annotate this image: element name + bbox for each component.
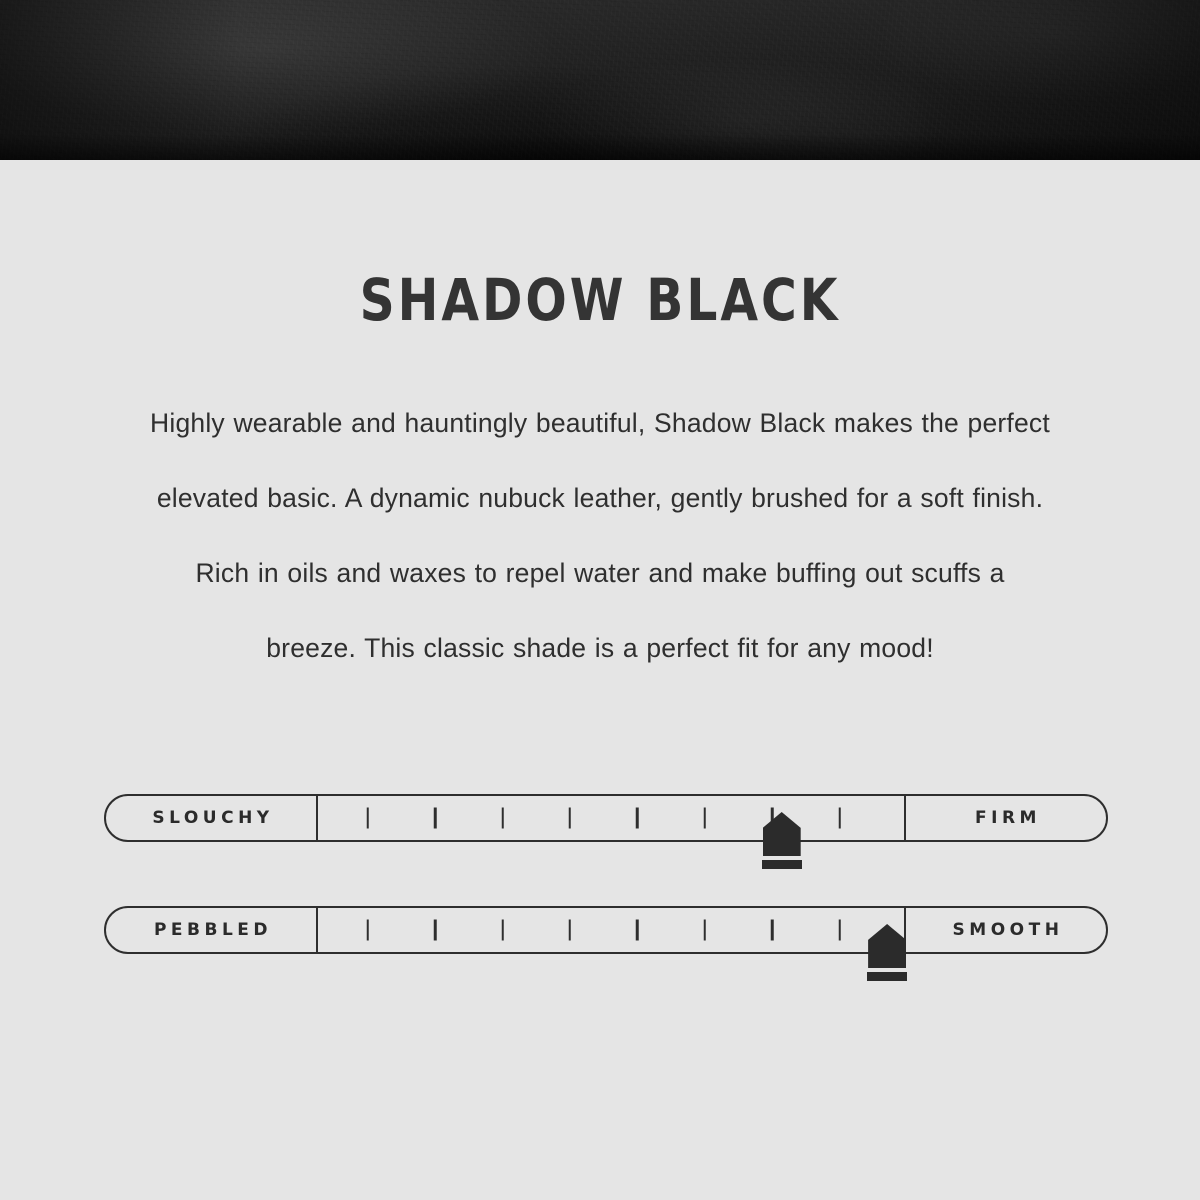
marker-bar-icon [762, 860, 802, 869]
marker-bar-icon [867, 972, 907, 981]
slider-structure-track[interactable] [318, 796, 904, 840]
leather-swatch-banner [0, 0, 1200, 160]
slider-structure-right-label: FIRM [904, 796, 1106, 840]
slider-texture-left-label: PEBBLED [106, 908, 318, 952]
page-title: SHADOW BLACK [359, 266, 841, 334]
description-text: Highly wearable and hauntingly beautiful, Shadow Black makes the perfect elevated basic. A dynamic nubuck leather, gently brushed for a soft finish. Rich in oils and waxes to repel water and make buffing out scuffs a breeze. This classic shade is a perfect fit for any mood! [150, 408, 1050, 663]
banner-bottom-shadow [0, 134, 1200, 160]
content-area [0, 160, 1200, 954]
slider-texture-track[interactable] [318, 908, 904, 952]
slider-texture [104, 906, 1108, 954]
slider-texture-right-label: SMOOTH [904, 908, 1106, 952]
attribute-scales [100, 794, 1100, 954]
slider-texture-track-container[interactable] [104, 906, 1108, 954]
slider-structure [104, 794, 1108, 842]
slider-structure-track-container[interactable] [104, 794, 1108, 842]
slider-structure-left-label: SLOUCHY [106, 796, 318, 840]
